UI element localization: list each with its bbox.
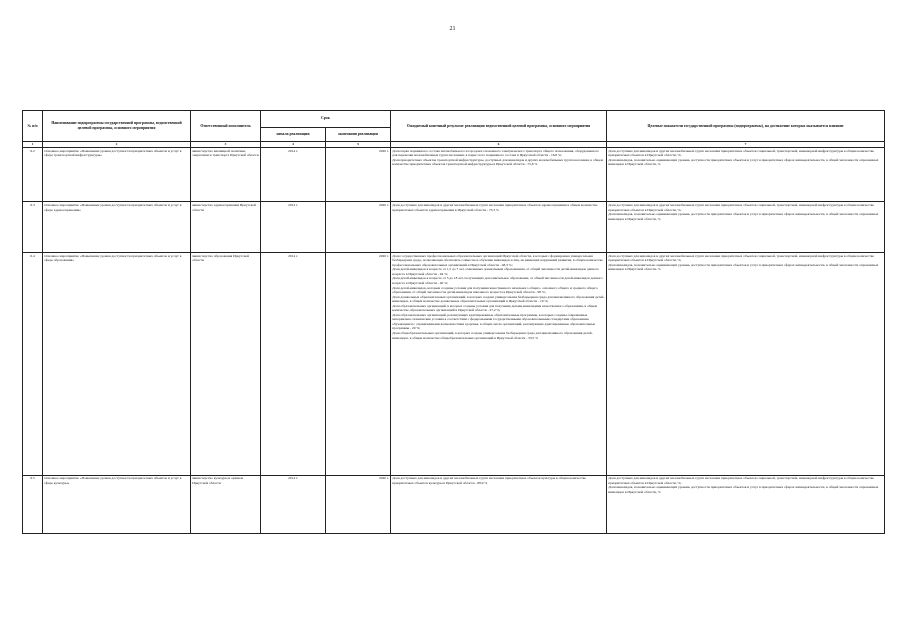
column-number: 1 <box>23 142 43 148</box>
row-start: 2014 г. <box>261 252 326 475</box>
row-name <box>43 252 191 475</box>
row-executor <box>191 147 261 202</box>
row-start: 2014 г. <box>261 147 326 202</box>
column-number: 4 <box>261 142 326 148</box>
header-indicators: Целевые показатели государственной программы (подпрограммы), на достижение которых оказывается влияние <box>607 111 885 142</box>
row-executor <box>191 202 261 253</box>
row-name-text: Основное мероприятие «Повышение уровня доступности приоритетных объектов и услуг в сфере образования» <box>44 253 182 263</box>
row-result <box>391 475 607 534</box>
row-executor-text: министерство образования Иркутской области <box>192 253 250 263</box>
row-indicators <box>607 147 885 202</box>
row-result <box>391 252 607 475</box>
row-indicators-text: Доля доступных для инвалидов и других маломобильных групп населения приоритетных объектов социальной, транспортной, инженерной инфраструктуры в общем количестве приоритетных объектов в Иркутской области, %; Доля инвалидов, положительно оценивающих уровень доступности приоритетных объектов и услуг в приоритетных сферах жизнедеятельности, в общей численности опрошенных инвалидов в Иркутской области, % <box>608 253 879 272</box>
row-end: 2020 г. <box>326 202 391 253</box>
row-indicators-text: Доля доступных для инвалидов и других маломобильных групп населения приоритетных объектов социальной, транспортной, инженерной инфраструктуры в общем количестве приоритетных объектов в Иркутской области, %; Доля инвалидов, положительно оценивающих уровень доступности приоритетных объектов и услуг в приоритетных сферах жизнедеятельности, в общей численности опрошенных инвалидов в Иркутской области, % <box>608 476 879 494</box>
row-end: 2020 г. <box>326 475 391 534</box>
column-number: 6 <box>391 142 607 148</box>
row-end: 2020 г. <box>326 147 391 202</box>
row-executor-text: министерство жилищной политики, энергетики и транспорта Иркутской области <box>192 148 259 158</box>
program-table <box>22 110 885 534</box>
header-term-start: начала реализации <box>261 127 326 142</box>
row-executor-text: министерство культуры и архивов Иркутской области <box>192 476 244 485</box>
column-number: 5 <box>326 142 391 148</box>
table-row <box>23 475 885 534</box>
page-number: 21 <box>449 26 456 32</box>
row-num: 6.5 <box>23 475 43 534</box>
row-indicators <box>607 202 885 253</box>
table-row <box>23 252 885 475</box>
row-executor <box>191 475 261 534</box>
row-result-text: Доля доступных для инвалидов и других маломобильных групп населения приоритетных объектов здравоохранения в общем количестве приоритетных объектов здравоохранения в Иркутской области - 73,3 % <box>392 203 598 212</box>
header-row <box>23 111 885 128</box>
column-number: 3 <box>191 142 261 148</box>
row-result-text: Доля доступных для инвалидов и других маломобильных групп населения приоритетных объектов культуры в общем количестве приоритетных объектов культуры в Иркутской области - 88,9 % <box>392 476 586 485</box>
header-result: Ожидаемый конечный результат реализации ведомственной целевой программы, основного мероприятия <box>391 111 607 142</box>
row-indicators <box>607 252 885 475</box>
row-result-text: Доля парка подвижного состава автомобильного и городского наземного электрического транспорта общего пользования, оборудованного для перевозки маломобильных групп населения, в парке этого подвижного состава в Иркутской области - 16,8 %; Доля приоритетных объектов транспортной инфраструктуры, доступных для инвалидов и других маломобильных групп населения, в общем количестве приоритетных объектов транспортной инфраструктуры в Иркутской области - 75,8 % <box>392 148 603 167</box>
row-start: 2014 г. <box>261 202 326 253</box>
column-number: 7 <box>607 142 885 148</box>
header-num: № п/п <box>23 111 43 142</box>
header-term-end: окончания реализации <box>326 127 391 142</box>
header-executor: Ответственный исполнитель <box>191 111 261 142</box>
row-executor <box>191 252 261 475</box>
row-num: 6.4 <box>23 252 43 475</box>
row-num: 6.3 <box>23 202 43 253</box>
header-name: Наименование подпрограммы государственной программы, ведомственной целевой программы, основного мероприятия <box>43 111 191 142</box>
row-name <box>43 147 191 202</box>
row-indicators <box>607 475 885 534</box>
row-start: 2014 г. <box>261 475 326 534</box>
row-name <box>43 202 191 253</box>
row-result <box>391 202 607 253</box>
table-row <box>23 147 885 202</box>
row-result-text: Доля государственных профессиональных образовательных организаций Иркутской области, в которых сформирована универсальная безбарьерная среда, позволяющая обеспечить совместное обучение инвалидов и лиц, не имеющих нарушений развития, в общем количестве профессиональных образовательных организаций в Иркутской области - 48,3 %; Доля детей-инвалидов в возрасте от 1,5 до 7 лет, охваченных дошкольным образованием, от общей численности детей-инвалидов данного возраста в Иркутской области - 94 %; Доля детей-инвалидов в возрасте от 5 до 18 лет, получающих дополнительное образование, от общей численности детей-инвалидов данного возраста в Иркутской области - 40 %; Доля детей-инвалидов, которым созданы условия для получения качественного начального общего, основного общего и среднего общего образования, от общей численности детей-инвалидов школьного возраста в Иркутской области - 98 %; Доля дошкольных образовательных организаций, в которых создана универсальная безбарьерная среда для инклюзивного образования детей-инвалидов, в общем количестве дошкольных образовательных организаций в Иркутской области - 19 %; Доля образовательных организаций, в которых созданы условия для получения детьми-инвалидами качественного образования, в общем количестве образовательных организаций в Иркутской области - 27,2 %; Доля образовательных организаций, реализующих адаптированные образовательные программы, в которых созданы современные материально-технические условия в соответствии с федеральными государственными образовательными стандартами образования обучающихся с ограниченными возможностями здоровья, в общем числе организаций, реализующих адаптированные образовательные программы - 20 %; Доля общеобразовательных организаций, в которых создана универсальная безбарьерная среда для инклюзивного образования детей-инвалидов, в общем количестве общеобразовательных организаций в Иркутской области - 33,5 % <box>392 253 605 340</box>
row-name-text: Основное мероприятие «Повышение уровня доступности приоритетных объектов и услуг в сфере транспортной инфраструктуры» <box>44 148 182 158</box>
row-name-text: Основное мероприятие «Повышение уровня доступности приоритетных объектов и услуг в сфере здравоохранения» <box>44 203 182 212</box>
row-result <box>391 147 607 202</box>
column-number: 2 <box>43 142 191 148</box>
row-name <box>43 475 191 534</box>
row-executor-text: министерство здравоохранения Иркутской области <box>192 203 256 212</box>
row-end: 2020 г. <box>326 252 391 475</box>
row-indicators-text: Доля доступных для инвалидов и других маломобильных групп населения приоритетных объектов социальной, транспортной, инженерной инфраструктуры в общем количестве приоритетных объектов в Иркутской области, %; Доля инвалидов, положительно оценивающих уровень доступности приоритетных объектов и услуг в приоритетных сферах жизнедеятельности, в общей численности опрошенных инвалидов в Иркутской области, % <box>608 203 879 221</box>
row-indicators-text: Доля доступных для инвалидов и других маломобильных групп населения приоритетных объектов социальной, транспортной, инженерной инфраструктуры в общем количестве приоритетных объектов в Иркутской области, %; Доля инвалидов, положительно оценивающих уровень доступности приоритетных объектов и услуг в приоритетных сферах жизнедеятельности, в общей численности опрошенных инвалидов в Иркутской области, % <box>608 148 879 167</box>
row-name-text: Основное мероприятие «Повышение уровня доступности приоритетных объектов и услуг в сфере культуры» <box>44 476 182 485</box>
table-row <box>23 202 885 253</box>
row-num: 6.2 <box>23 147 43 202</box>
header-term: Срок <box>261 111 391 128</box>
